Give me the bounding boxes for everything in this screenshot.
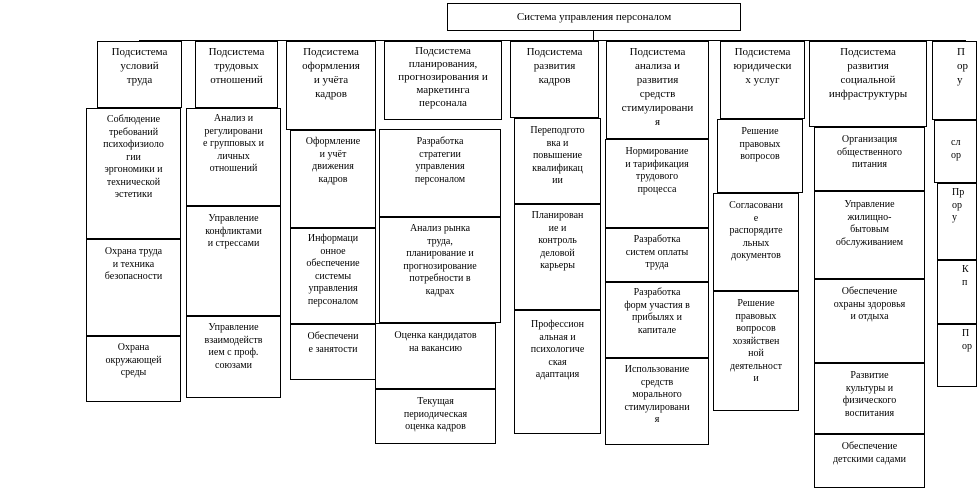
- lr-item-conflicts: Управление конфликтами и стрессами: [186, 206, 281, 316]
- plan-item-candidate-assessment: Оценка кандидатов на вакансию: [375, 323, 496, 389]
- lr-item-group-relations: Анализ и регулировани е групповых и личных отношений: [186, 108, 281, 206]
- soc-item-catering: Организация общественного питания: [814, 127, 925, 191]
- soc-item-housing: Управление жилищно- бытовым обслуживанием: [814, 191, 925, 279]
- rec-item-employment: Обеспечени е занятости: [290, 324, 376, 380]
- dev-item-retraining: Переподгото вка и повышение квалификац ии: [514, 118, 601, 204]
- legal-item-legal-issues: Решение правовых вопросов: [717, 119, 803, 193]
- subsystem-labor-relations: Подсистема трудовых отношений: [195, 41, 278, 108]
- subsystem-social-infrastructure: Подсистема развития социальной инфраструктуры: [809, 41, 927, 127]
- subsystem-staff-development: Подсистема развития кадров: [510, 41, 599, 118]
- dev-item-career: Планирован ие и контроль деловой карьеры: [514, 204, 601, 310]
- soc-item-health: Обеспечение охраны здоровья и отдыха: [814, 279, 925, 363]
- partial-item-1: сл ор: [934, 120, 977, 183]
- inc-item-moral-incentives: Использование средств морального стимулировани я: [605, 358, 709, 445]
- subsystem-working-conditions: Подсистема условий труда: [97, 41, 182, 108]
- soc-item-culture: Развитие культуры и физического воспитания: [814, 363, 925, 434]
- subsystem-hr-records: Подсистема оформления и учёта кадров: [286, 41, 376, 130]
- legal-item-business-issues: Решение правовых вопросов хозяйствен ной деятельност и: [713, 291, 799, 411]
- soc-item-kindergartens: Обеспечение детскими садами: [814, 434, 925, 488]
- dev-item-adaptation: Профессион альная и психологиче ская адаптация: [514, 310, 601, 434]
- partial-item-4: П ор: [937, 324, 977, 387]
- plan-item-market-analysis: Анализ рынка труда, планирование и прогнозирование потребности в кадрах: [379, 217, 501, 323]
- wc-item-safety: Охрана труда и техника безопасности: [86, 239, 181, 336]
- inc-item-profit-sharing: Разработка форм участия в прибылях и капитале: [605, 282, 709, 358]
- legal-item-documents: Согласовани е распорядите льных документов: [713, 193, 799, 291]
- subsystem-partial: П ор у: [932, 41, 977, 120]
- subsystem-planning: Подсистема планирования, прогнозирования и маркетинга персонала: [384, 41, 502, 120]
- rec-item-information: Информаци онное обеспечение системы управления персоналом: [290, 228, 376, 324]
- root-node: Система управления персоналом: [447, 3, 741, 31]
- inc-item-pay-systems: Разработка систем оплаты труда: [605, 228, 709, 282]
- inc-item-rationing: Нормирование и тарификация трудового процесса: [605, 139, 709, 228]
- rec-item-movement: Оформление и учёт движения кадров: [290, 130, 376, 228]
- subsystem-legal-services: Подсистема юридически х услуг: [720, 41, 805, 119]
- subsystem-incentives: Подсистема анализа и развития средств стимулировани я: [606, 41, 709, 139]
- partial-item-2: Пр ор у: [937, 183, 977, 260]
- lr-item-unions: Управление взаимодейств ием с проф. союзами: [186, 316, 281, 398]
- plan-item-strategy: Разработка стратегии управления персоналом: [379, 129, 501, 217]
- plan-item-periodic-assessment: Текущая периодическая оценка кадров: [375, 389, 496, 444]
- partial-item-3: К п: [937, 260, 977, 324]
- wc-item-ergonomics: Соблюдение требований психофизиоло гии эргономики и технической эстетики: [86, 108, 181, 239]
- wc-item-environment: Охрана окружающей среды: [86, 336, 181, 402]
